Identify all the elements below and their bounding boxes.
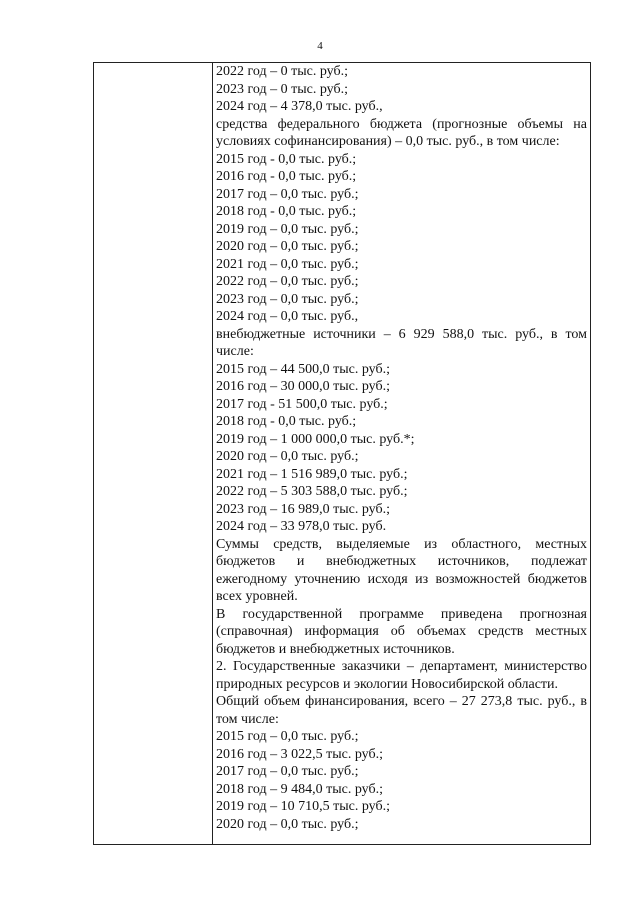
year-line: 2020 год – 0,0 тыс. руб.;: [216, 816, 359, 832]
customers-paragraph: 2. Государственные заказчики – департамент, министерство природных ресурсов и экологии Новосибирской области.: [216, 659, 587, 692]
year-line: 2016 год – 3 022,5 тыс. руб.;: [216, 746, 383, 762]
year-line: 2016 год - 0,0 тыс. руб.;: [216, 169, 357, 184]
year-line: 2020 год – 0,0 тыс. руб.;: [216, 239, 359, 254]
financing-cell: [216, 63, 587, 833]
year-line: 2018 год - 0,0 тыс. руб.;: [216, 414, 357, 429]
year-line: 2018 год - 0,0 тыс. руб.;: [216, 204, 357, 219]
year-line: 2016 год – 30 000,0 тыс. руб.;: [216, 379, 390, 394]
year-line: 2015 год – 0,0 тыс. руб.;: [216, 729, 359, 744]
year-line: 2017 год – 0,0 тыс. руб.;: [216, 186, 359, 202]
year-line: 2024 год – 0,0 тыс. руб.,: [216, 309, 359, 324]
year-line: 2021 год – 1 516 989,0 тыс. руб.;: [216, 466, 408, 482]
year-line: 2023 год – 0 тыс. руб.;: [216, 81, 348, 97]
note-sums: Суммы средств, выделяемые из областного, местных бюджетов и внебюджетных источников, подлежат ежегодному уточнению исходя из возможностей бюджетов всех уровней.: [216, 536, 587, 604]
program-table: [93, 62, 591, 845]
extrabudget-intro: внебюджетные источники – 6 929 588,0 тыс. руб., в том числе:: [216, 326, 587, 359]
year-line: 2024 год – 4 378,0 тыс. руб.,: [216, 99, 383, 114]
note-forecast: В государственной программе приведена прогнозная (справочная) информация об объемах средств местных бюджетов и внебюджетных источников.: [216, 606, 587, 657]
year-line: 2022 год – 0,0 тыс. руб.;: [216, 274, 359, 289]
year-line: 2022 год – 5 303 588,0 тыс. руб.;: [216, 484, 408, 499]
year-line: 2020 год – 0,0 тыс. руб.;: [216, 449, 359, 464]
year-line: 2018 год – 9 484,0 тыс. руб.;: [216, 781, 383, 797]
year-line: 2021 год – 0,0 тыс. руб.;: [216, 256, 359, 272]
year-line: 2022 год – 0 тыс. руб.;: [216, 64, 348, 79]
federal-intro: средства федерального бюджета (прогнозные объемы на условиях софинансирования) – 0,0 тыс. руб., в том числе:: [216, 116, 587, 149]
year-line: 2023 год – 0,0 тыс. руб.;: [216, 291, 359, 307]
year-line: 2024 год – 33 978,0 тыс. руб.: [216, 519, 387, 534]
page-number: 4: [317, 40, 323, 52]
year-line: 2019 год – 1 000 000,0 тыс. руб.*;: [216, 431, 415, 447]
year-line: 2019 год – 10 710,5 тыс. руб.;: [216, 799, 390, 814]
column-divider: [212, 63, 213, 844]
year-line: 2017 год – 0,0 тыс. руб.;: [216, 764, 359, 779]
year-line: 2023 год – 16 989,0 тыс. руб.;: [216, 501, 390, 517]
total-intro: Общий объем финансирования, всего – 27 273,8 тыс. руб., в том числе:: [216, 694, 587, 727]
year-line: 2015 год - 0,0 тыс. руб.;: [216, 151, 357, 167]
year-line: 2015 год – 44 500,0 тыс. руб.;: [216, 361, 390, 377]
year-line: 2019 год – 0,0 тыс. руб.;: [216, 221, 359, 237]
year-line: 2017 год - 51 500,0 тыс. руб.;: [216, 396, 388, 412]
